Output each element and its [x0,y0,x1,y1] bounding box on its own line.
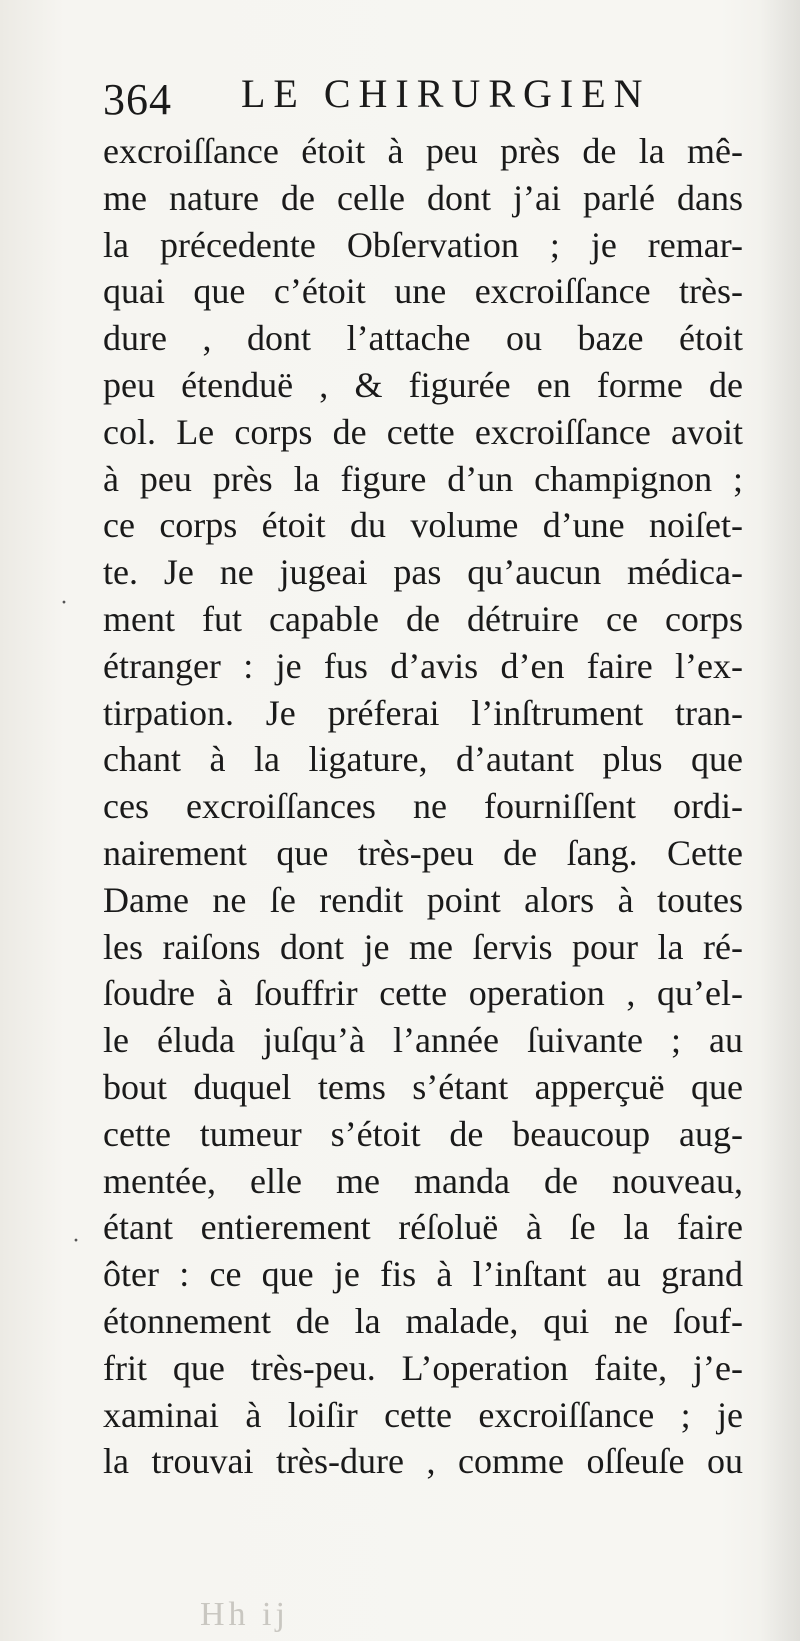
text-line: me nature de celle dont j’ai parlé dans [103,177,743,218]
text-line: ôter : ce que je fis à l’inſtant au grand [103,1254,743,1295]
text-line: frit que très-peu. L’operation faite, j’e- [103,1347,743,1388]
text-line: étant entierement réſoluë à ſe la faire [103,1207,743,1248]
running-head [103,70,743,130]
text-line: dure , dont l’attache ou baze étoit [103,318,743,359]
text-line: col. Le corps de cette excroiſſance avoit [103,411,743,452]
margin-dot: · [72,1228,80,1254]
text-line: la trouvai très-dure , comme oſſeuſe ou [103,1441,743,1482]
text-line: mentée, elle me manda de nouveau, [103,1160,743,1201]
text-line: xaminai à loiſir cette excroiſſance ; je [103,1394,743,1435]
text-line: bout duquel tems s’étant apperçuë que [103,1066,743,1107]
text-line: ment fut capable de détruire ce corps [103,598,743,639]
text-line: les raiſons dont je me ſervis pour la ré- [103,926,743,967]
text-line: peu étenduë , & figurée en forme de [103,364,743,405]
text-line: ſoudre à ſouffrir cette operation , qu’el- [103,973,743,1014]
text-line: excroiſſance étoit à peu près de la mê- [103,131,743,171]
text-line: à peu près la figure d’un champignon ; [103,458,743,499]
text-line: chant à la ligature, d’autant plus que [103,739,743,780]
text-line: la précedente Obſervation ; je remar- [103,224,743,265]
text-line: étonnement de la malade, qui ne ſouf- [103,1300,743,1341]
text-line: ce corps étoit du volume d’une noiſet- [103,505,743,546]
running-title: LE CHIRURGIEN [241,71,651,116]
text-line: quai que c’étoit une excroiſſance très- [103,271,743,312]
text-line: ces excroiſſances ne fourniſſent ordi- [103,786,743,827]
text-line: étranger : je fus d’avis d’en faire l’ex- [103,645,743,686]
text-line: te. Je ne jugeai pas qu’aucun médica- [103,552,743,593]
margin-dot: · [60,590,68,616]
text-line: nairement que très-peu de ſang. Cette [103,832,743,873]
page-edge-shadow [760,0,800,1641]
signature-mark: Hh ij [200,1596,289,1633]
text-line: le éluda juſqu’à l’année ſuivante ; au [103,1020,743,1061]
page-number: 364 [103,75,172,124]
text-line: Dame ne ſe rendit point alors à toutes [103,879,743,920]
body-text [103,128,743,1485]
text-line: tirpation. Je préferai l’inſtrument tran- [103,692,743,733]
text-line: cette tumeur s’étoit de beaucoup aug- [103,1113,743,1154]
